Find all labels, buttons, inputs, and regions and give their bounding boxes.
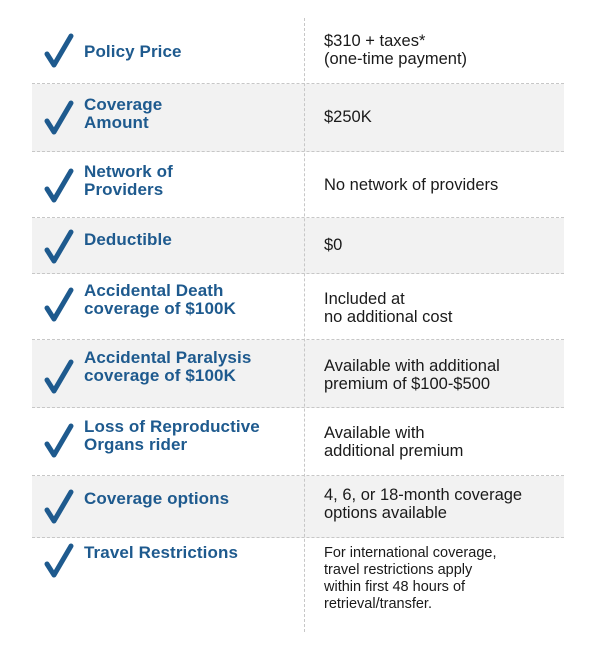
feature-label: Policy Price	[84, 42, 182, 61]
checkmark-icon	[44, 167, 74, 205]
table-row	[32, 476, 564, 538]
feature-value: Included at no additional cost	[324, 290, 453, 326]
table-row	[32, 538, 564, 632]
table-row	[32, 274, 564, 340]
column-divider	[304, 18, 305, 632]
feature-label: Accidental Death coverage of $100K	[84, 281, 236, 318]
table-row	[32, 408, 564, 476]
feature-value: $250K	[324, 108, 372, 126]
table-row	[32, 84, 564, 152]
checkmark-icon	[44, 32, 74, 70]
feature-label: Accidental Paralysis coverage of $100K	[84, 348, 252, 385]
feature-value: For international coverage, travel restrictions apply within first 48 hours of retrieval/transfer.	[324, 545, 497, 612]
feature-value: Available with additional premium of $100-$500	[324, 357, 500, 393]
feature-label: Coverage options	[84, 489, 230, 508]
feature-label: Network of Providers	[84, 162, 173, 199]
checkmark-icon	[44, 99, 74, 137]
checkmark-icon	[44, 488, 74, 526]
feature-value: 4, 6, or 18-month coverage options available	[324, 486, 523, 522]
checkmark-icon	[44, 228, 74, 266]
feature-label: Coverage Amount	[84, 95, 163, 132]
checkmark-icon	[44, 422, 74, 460]
checkmark-icon	[44, 286, 74, 324]
feature-value: $310 + taxes* (one-time payment)	[324, 32, 468, 68]
checkmark-icon	[44, 542, 74, 580]
feature-value: $0	[324, 236, 343, 254]
feature-label: Travel Restrictions	[84, 543, 239, 562]
feature-value: No network of providers	[324, 176, 499, 194]
table-row	[32, 340, 564, 408]
feature-label: Loss of Reproductive Organs rider	[84, 417, 260, 454]
table-row	[32, 152, 564, 218]
checkmark-icon	[44, 358, 74, 396]
table-row	[32, 218, 564, 274]
table-row	[32, 18, 564, 84]
feature-value: Available with additional premium	[324, 424, 464, 460]
feature-label: Deductible	[84, 230, 172, 249]
